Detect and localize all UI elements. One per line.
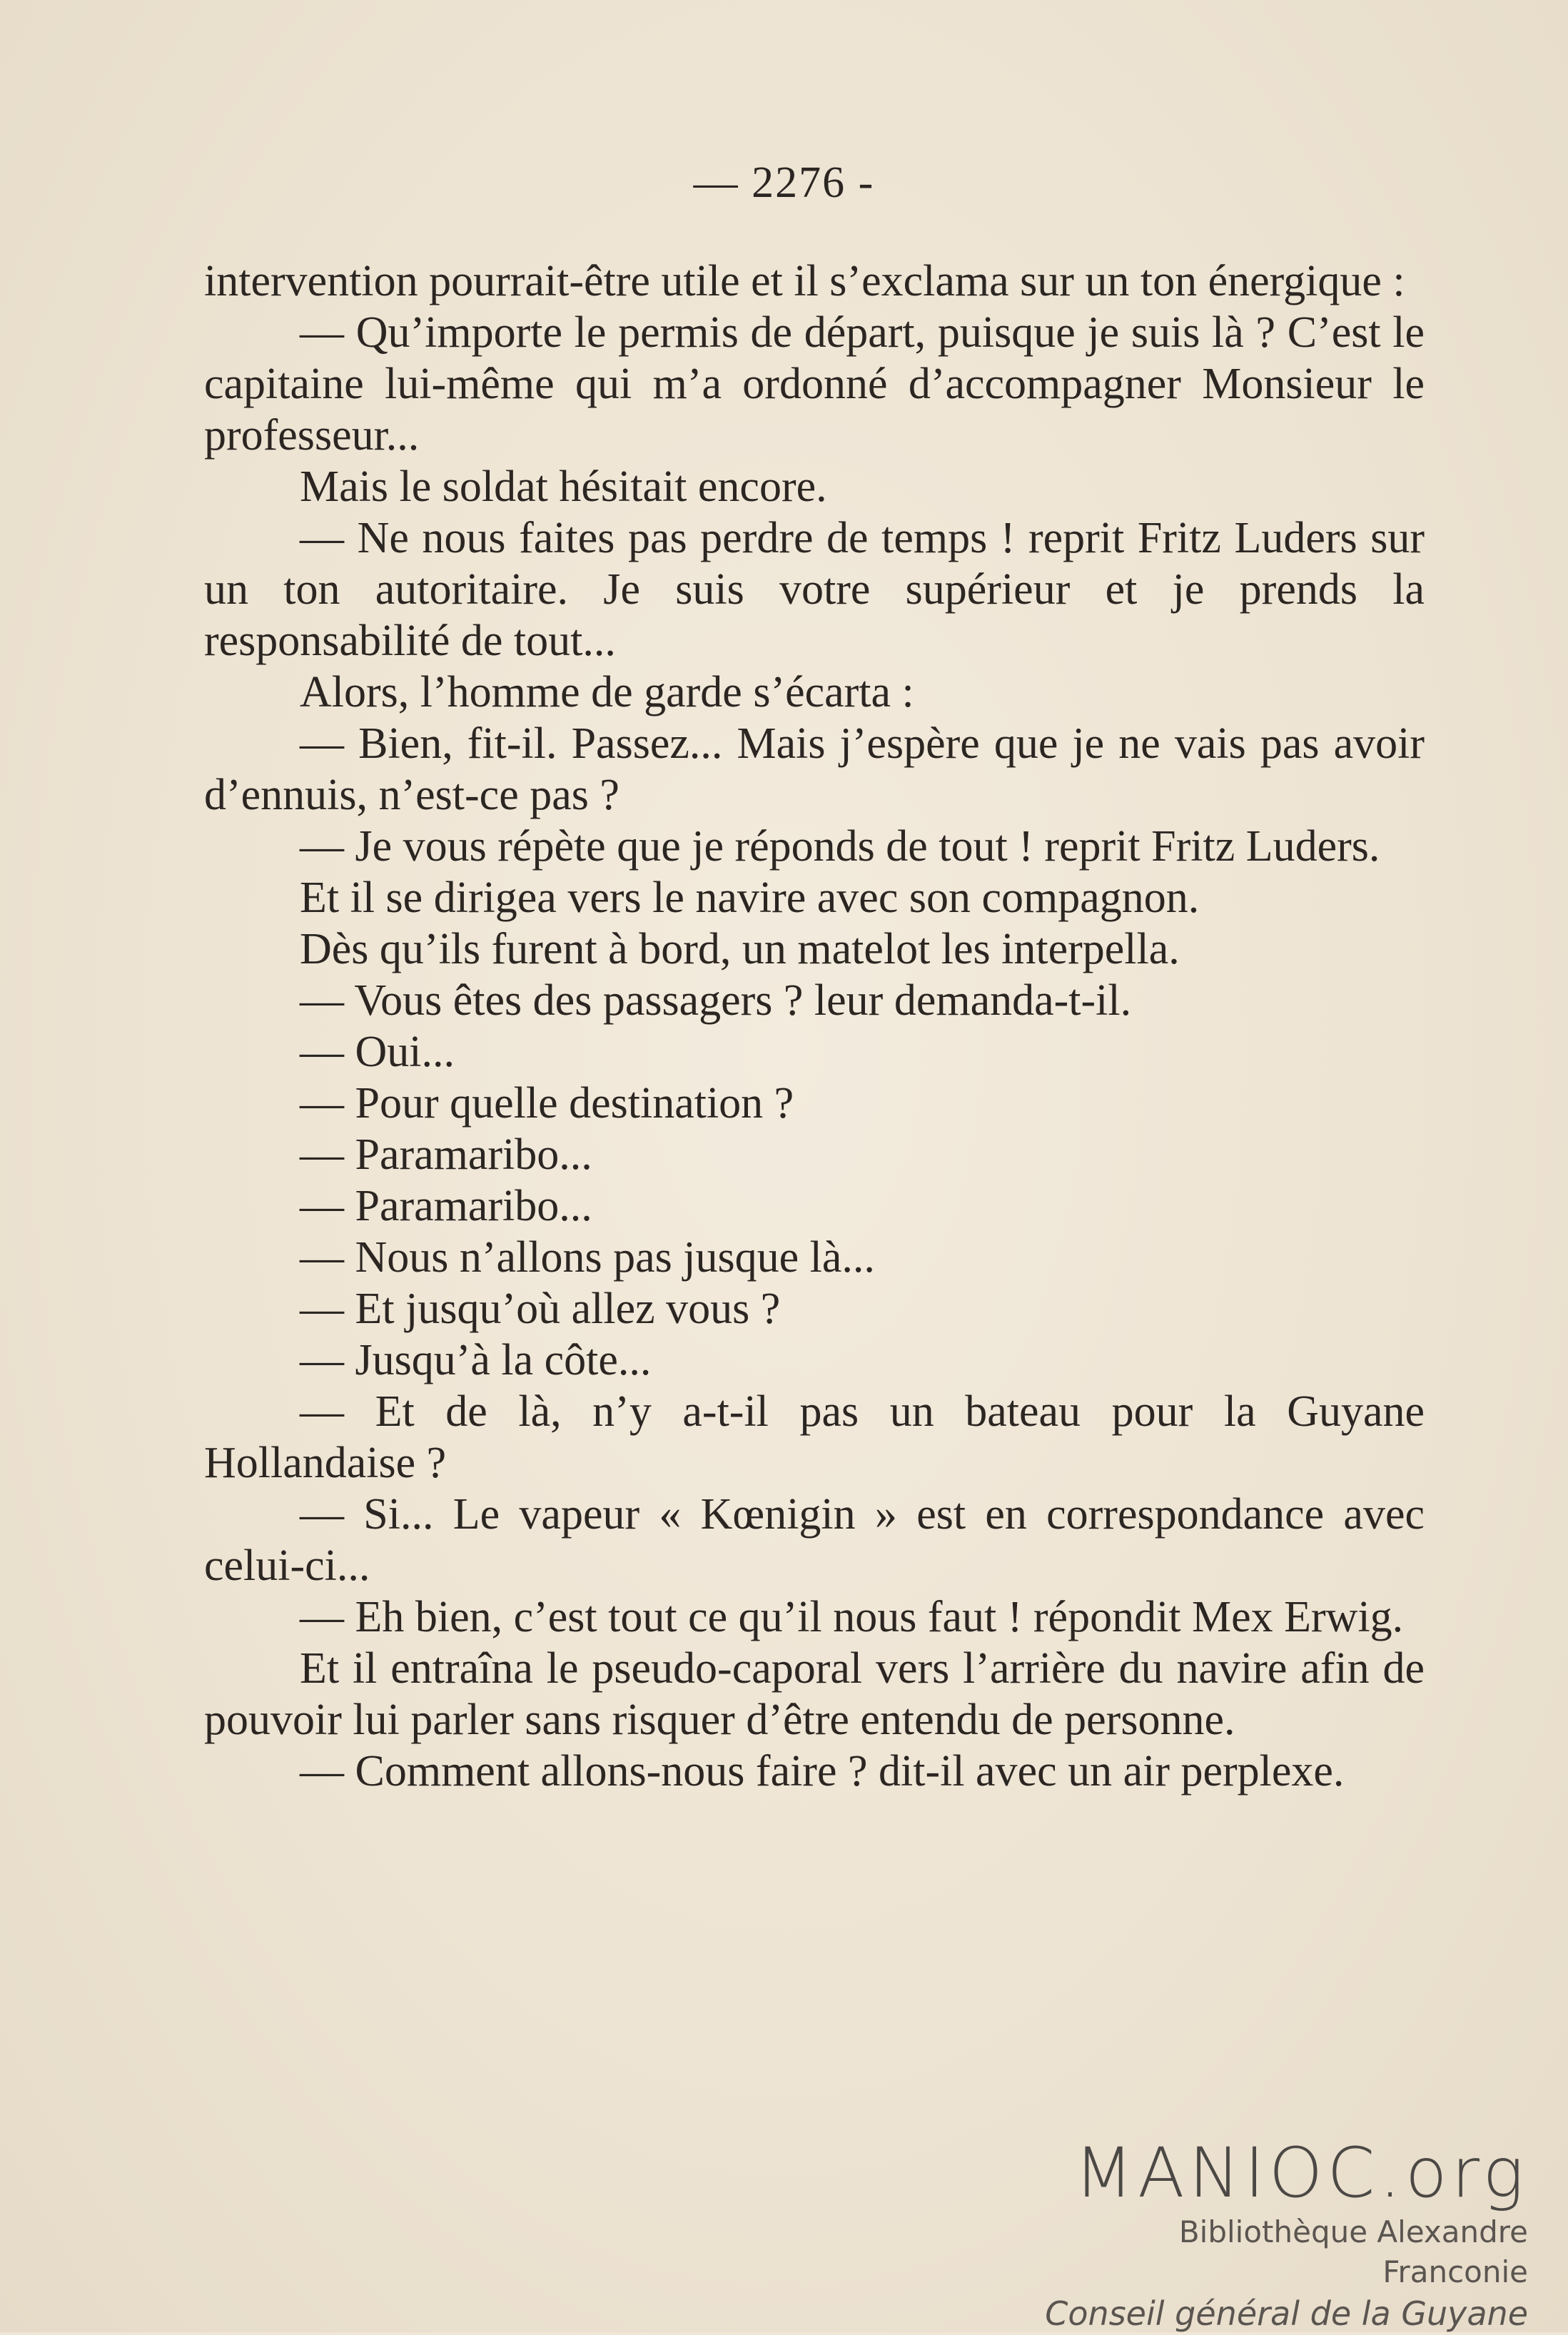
paragraph: Dès qu’ils furent à bord, un matelot les interpella. [300, 925, 1180, 973]
paragraph: Et il se dirigea vers le navire avec son compagnon. [300, 873, 1200, 922]
paragraph: — Qu’importe le permis de départ, puisque je suis là ? C’est le capitaine lui-même qui m’a ordonné d’accompagner Monsieur le professeur... [204, 308, 1425, 460]
paragraph: — Comment allons-nous faire ? dit-il avec un air perplexe. [300, 1747, 1345, 1795]
paragraph: — Eh bien, c’est tout ce qu’il nous faut ! répondit Mex Erwig. [300, 1593, 1404, 1641]
manioc-watermark [1028, 2134, 1528, 2335]
paragraph: — Et de là, n’y a-t-il pas un bateau pour la Guyane Hollandaise ? [204, 1387, 1425, 1487]
paragraph: — Vous êtes des passagers ? leur demanda-t-il. [300, 976, 1132, 1025]
paragraph: — Nous n’allons pas jusque là... [300, 1233, 875, 1282]
paragraph: — Je vous répète que je réponds de tout ! reprit Fritz Luders. [300, 822, 1380, 871]
library-credit: Bibliothèque Alexandre Franconie [1178, 2214, 1528, 2289]
paragraph: — Et jusqu’où allez vous ? [300, 1285, 781, 1333]
council-credit: Conseil général de la Guyane [1045, 2294, 1528, 2333]
paragraph: — Pour quelle destination ? [300, 1079, 794, 1128]
manioc-logo: MANIOC.org [1074, 2133, 1528, 2213]
paragraph: Mais le soldat hésitait encore. [300, 462, 827, 511]
paragraph: — Bien, fit-il. Passez... Mais j’espère que je ne vais pas avoir d’ennuis, n’est-ce pas ? [204, 719, 1425, 819]
paragraph: — Ne nous faites pas perdre de temps ! reprit Fritz Luders sur un ton autoritaire. Je suis votre supérieur et je prends la responsabilité de tout... [204, 514, 1425, 665]
body-text [204, 255, 1425, 1797]
paragraph: — Paramaribo... [300, 1130, 592, 1179]
paragraph: Et il entraîna le pseudo-caporal vers l’arrière du navire afin de pouvoir lui parler sans risquer d’être entendu de personne. [204, 1644, 1425, 1744]
paragraph: — Si... Le vapeur « Kœnigin » est en correspondance avec celui-ci... [204, 1490, 1425, 1590]
paragraph: — Oui... [300, 1028, 455, 1076]
paragraph: intervention pourrait-être utile et il s’exclama sur un ton énergique : [204, 257, 1405, 305]
paragraph: Alors, l’homme de garde s’écarta : [300, 668, 914, 716]
page-number: — 2276 - [693, 158, 875, 207]
paragraph: — Jusqu’à la côte... [300, 1336, 652, 1384]
paragraph: — Paramaribo... [300, 1182, 592, 1230]
